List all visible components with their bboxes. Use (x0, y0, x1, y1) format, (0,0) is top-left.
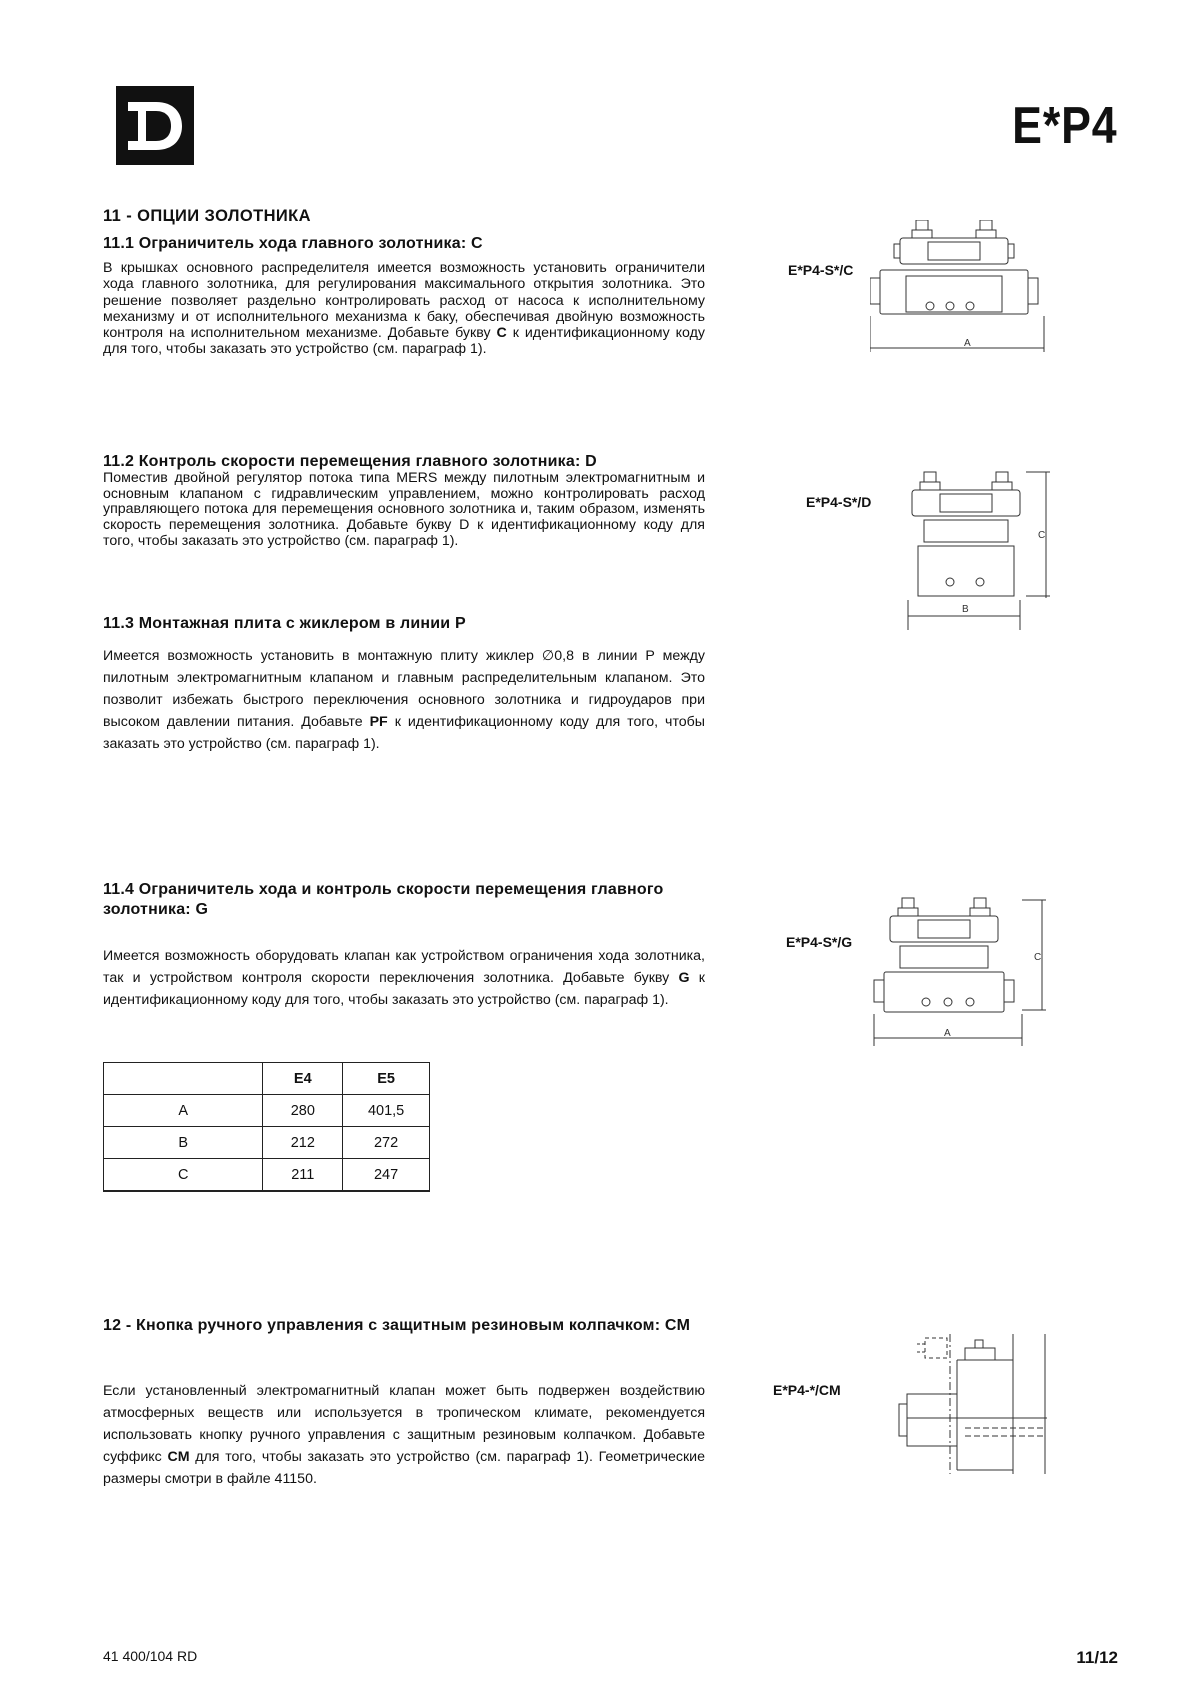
table-header-cell (104, 1063, 263, 1095)
dimensions-table (103, 1062, 430, 1192)
table-cell: C (104, 1159, 263, 1192)
table-row (104, 1095, 430, 1127)
section-11-4-text: Имеется возможность оборудовать клапан как устройством ограничения хода золотника, так и устройством контроля скорости переключения золотника. Добавьте букву G к идентификационному коду для того, чтобы заказать это устройство (см. параграф 1). (103, 948, 705, 1008)
table-cell: 272 (343, 1127, 430, 1159)
table-header-row (104, 1063, 430, 1095)
section-11-3-heading: 11.3 Монтажная плита с жиклером в линии P (103, 615, 466, 632)
table-header-cell: E5 (343, 1063, 430, 1095)
table-cell: 247 (343, 1159, 430, 1192)
table-cell: B (104, 1127, 263, 1159)
section-11-1-heading: 11.1 Ограничитель хода главного золотника: C (103, 235, 483, 252)
valve-drawing-c (870, 220, 1050, 355)
figure-label-d: E*P4-S*/D (806, 494, 872, 510)
table-cell: 211 (263, 1159, 343, 1192)
figure-label-cm: E*P4-*/CM (773, 1382, 841, 1398)
document-title: E*P4 (1012, 97, 1118, 155)
section-11-3-text: Имеется возможность установить в монтажную плиту жиклер ∅0,8 в линии P между пилотным электромагнитным клапаном и главным распределительным клапаном. Это позволит избежать быстрого переключения основного золотника и гидроударов при высоком давлении питания. Добавьте PF к идентификационному коду для того, чтобы заказать это устройство (см. параграф 1). (103, 648, 705, 752)
dim-label-c: C (1034, 952, 1042, 963)
document-code: 41 400/104 RD (103, 1648, 198, 1664)
valve-drawing-d (900, 470, 1050, 630)
dim-label-a: A (964, 338, 971, 349)
table-header-cell: E4 (263, 1063, 343, 1095)
dim-label-a: A (944, 1028, 951, 1039)
table-cell: 401,5 (343, 1095, 430, 1127)
table-row (104, 1127, 430, 1159)
table-cell: A (104, 1095, 263, 1127)
section-12-heading: 12 - Кнопка ручного управления с защитным резиновым колпачком: CM (103, 1317, 691, 1334)
section-11-heading: 11 - ОПЦИИ ЗОЛОТНИКА (103, 207, 311, 225)
section-11-2-text: Поместив двойной регулятор потока типа MERS между пилотным электромагнитным и основным клапаном с гидравлическим управлением, можно контролировать расход управляющего потока для перемещения основного золотника и, таким образом, изменять скорость перемещения золотника. Добавьте букву D к идентификационному коду для того, чтобы заказать это устройство (см. параграф 1). (103, 470, 705, 549)
section-11-4-heading: 11.4 Ограничитель хода и контроль скорости перемещения главного золотника: G (103, 881, 664, 918)
figure-label-c: E*P4-S*/C (788, 262, 854, 278)
page-number: 11/12 (1076, 1648, 1118, 1667)
figure-label-g: E*P4-S*/G (786, 934, 853, 950)
valve-drawing-cm (895, 1334, 1055, 1474)
section-11-2-heading: 11.2 Контроль скорости перемещения главного золотника: D (103, 453, 597, 470)
table-row (104, 1159, 430, 1192)
section-12-text: Если установленный электромагнитный клапан может быть подвержен воздействию атмосферных веществ или используется в тропическом климате, рекомендуется использовать кнопку ручного управления с защитным резиновым колпачком. Добавьте суффикс CM для того, чтобы заказать это устройство (см. параграф 1). Геометрические размеры смотри в файле 41150. (103, 1383, 706, 1487)
valve-drawing-g (870, 896, 1050, 1046)
table-cell: 280 (263, 1095, 343, 1127)
section-11-1-text: В крышках основного распределителя имеется возможность установить ограничители хода главного золотника, для регулирования максимального открытия золотника. Это решение позволяет раздельно контролировать расход от насоса к исполнительному механизму и от исполнительного механизма к баку, обеспечивая двойную возможность контроля на исполнительном механизме. Добавьте букву C к идентификационному коду для того, чтобы заказать это устройство (см. параграф 1). (103, 260, 706, 358)
company-logo (116, 86, 194, 165)
dim-label-c: C (1038, 530, 1046, 541)
table-cell: 212 (263, 1127, 343, 1159)
dim-label-b: B (962, 604, 969, 615)
